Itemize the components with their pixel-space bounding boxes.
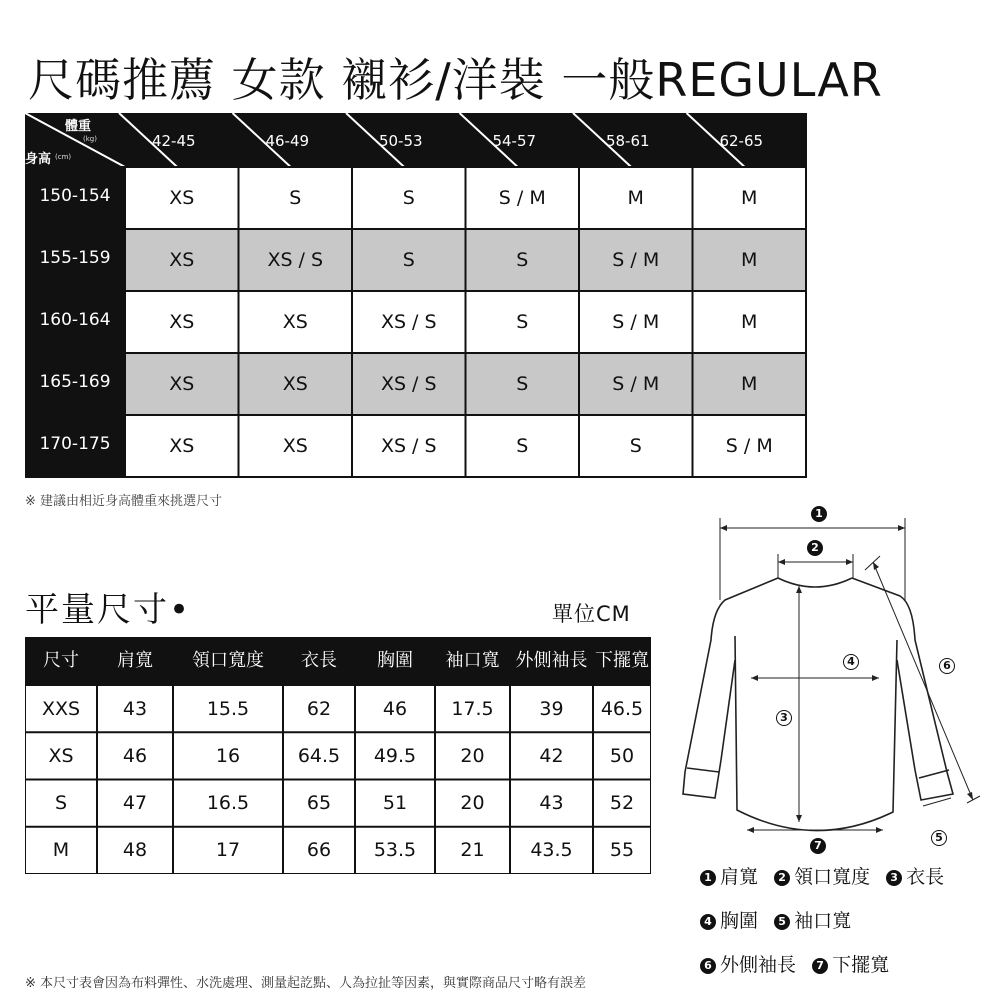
marker-1: 1 [811,506,827,522]
flat-cell: 17.5 [451,697,494,720]
size-cell: XS / S [380,373,437,395]
flat-cell: 42 [539,744,564,767]
flat-cell: M [52,839,70,862]
flat-column-header: 外側袖長 [515,650,588,671]
flat-cell: 62 [306,697,332,720]
size-cell: S / M [725,435,773,457]
size-recommendation-table [25,113,807,485]
legend-item-length: 3 衣長 [886,862,944,889]
size-cell: XS / S [380,311,437,333]
size-cell: XS [282,435,308,457]
flat-cell: 20 [460,744,485,767]
flat-column-header: 肩寬 [117,650,153,671]
flat-cell: 48 [122,839,148,862]
marker-6: 6 [939,658,955,674]
size-cell: XS / S [267,249,324,271]
recommendation-note: ※ 建議由相近身高體重來挑選尺寸 [25,494,223,509]
height-row-label: 150-154 [39,186,111,206]
size-cell: XS [282,373,308,395]
flat-cell: 46 [382,697,408,720]
size-cell: M [741,249,758,271]
weight-header: 50-53 [378,132,423,150]
marker-7: 7 [810,838,826,854]
flat-cell: 66 [306,839,332,862]
size-cell: M [741,311,758,333]
flat-cell: 50 [609,744,635,767]
size-cell: XS [169,249,195,271]
size-cell: M [741,187,758,209]
size-cell: S / M [612,311,660,333]
height-row-label: 160-164 [39,310,111,330]
rec-table-graphics [25,113,807,485]
flat-column-header: 下擺寬 [595,650,649,671]
flat-cell: 21 [460,839,485,862]
flat-cell: 15.5 [206,697,250,720]
flat-cell: 43.5 [530,839,573,862]
flat-cell: 46.5 [600,697,644,720]
garment-diagram [675,500,995,860]
flat-cell: 51 [382,792,408,815]
flat-cell: 43 [539,792,564,815]
size-cell: XS [282,311,308,333]
marker-5: 5 [931,830,947,846]
size-cell: M [627,187,644,209]
size-cell: XS [169,435,195,457]
flat-cell: 53.5 [373,839,417,862]
flat-cell: 43 [122,697,148,720]
weight-header: 42-45 [151,132,196,150]
flat-column-header: 尺寸 [43,650,79,671]
size-cell: XS [169,187,195,209]
page-title: 尺碼推薦 女款 襯衫/洋裝 一般REGULAR [28,53,883,107]
flat-column-header: 胸圍 [377,650,413,671]
flat-cell: 52 [609,792,635,815]
size-cell: S [516,311,529,333]
flat-cell: 20 [460,792,485,815]
weight-header: 62-65 [719,132,764,150]
marker-2: 2 [807,540,823,556]
flat-cell: XXS [41,697,81,720]
size-cell: S / M [612,249,660,271]
weight-header: 54-57 [492,132,537,150]
flat-measure-table [25,637,651,874]
flat-cell: 39 [539,697,564,720]
size-cell: S [402,249,415,271]
legend-item-shoulder: 1 肩寬 [700,862,758,889]
flat-cell: S [54,792,68,815]
flat-cell: 46 [122,744,148,767]
marker-4: 4 [843,654,859,670]
flat-cell: 64.5 [297,744,341,767]
legend-item-hem: 7 下擺寬 [812,950,889,977]
corner-weight-label: 體重 [65,119,92,134]
legend-item-chest: 4 胸圍 [700,906,758,933]
flat-column-header: 領口寬度 [192,650,264,671]
flat-cell: 16 [215,744,241,767]
size-cell: S [516,435,529,457]
size-cell: S [289,187,302,209]
flat-column-header: 衣長 [301,650,337,671]
unit-label: 單位CM [552,602,631,626]
legend-item-sleeve: 6 外側袖長 [700,950,796,977]
size-cell: S [516,249,529,271]
flat-cell: 55 [609,839,635,862]
flat-measure-title: 平量尺寸• [25,590,192,630]
marker-3: 3 [776,710,792,726]
height-row-label: 155-159 [39,248,111,268]
legend-item-neck: 2 領口寬度 [774,862,870,889]
size-cell: S [516,373,529,395]
corner-weight-unit: (kg) [83,135,97,143]
corner-height-unit: (cm) [55,153,72,161]
size-cell: S [629,435,642,457]
shirt-outline-graphic [675,500,995,860]
size-cell: M [741,373,758,395]
weight-header: 46-49 [265,132,310,150]
flat-cell: 49.5 [373,744,417,767]
size-cell: S / M [612,373,660,395]
size-cell: XS / S [380,435,437,457]
corner-height-label: 身高 [25,152,52,167]
weight-header: 58-61 [605,132,650,150]
size-cell: XS [169,373,195,395]
legend-item-cuff: 5 袖口寬 [774,906,851,933]
flat-cell: 16.5 [206,792,250,815]
size-cell: XS [169,311,195,333]
size-cell: S [402,187,415,209]
size-cell: S / M [498,187,546,209]
flat-cell: XS [48,744,74,767]
flat-cell: 47 [122,792,148,815]
flat-cell: 65 [306,792,332,815]
height-row-label: 170-175 [39,434,111,454]
disclaimer-note: ※ 本尺寸表會因為布料彈性、水洗處理、測量起訖點、人為拉扯等因素，與實際商品尺寸略有誤差 [25,976,587,991]
height-row-label: 165-169 [39,372,111,392]
flat-column-header: 袖口寬 [445,650,500,671]
flat-cell: 17 [215,839,241,862]
